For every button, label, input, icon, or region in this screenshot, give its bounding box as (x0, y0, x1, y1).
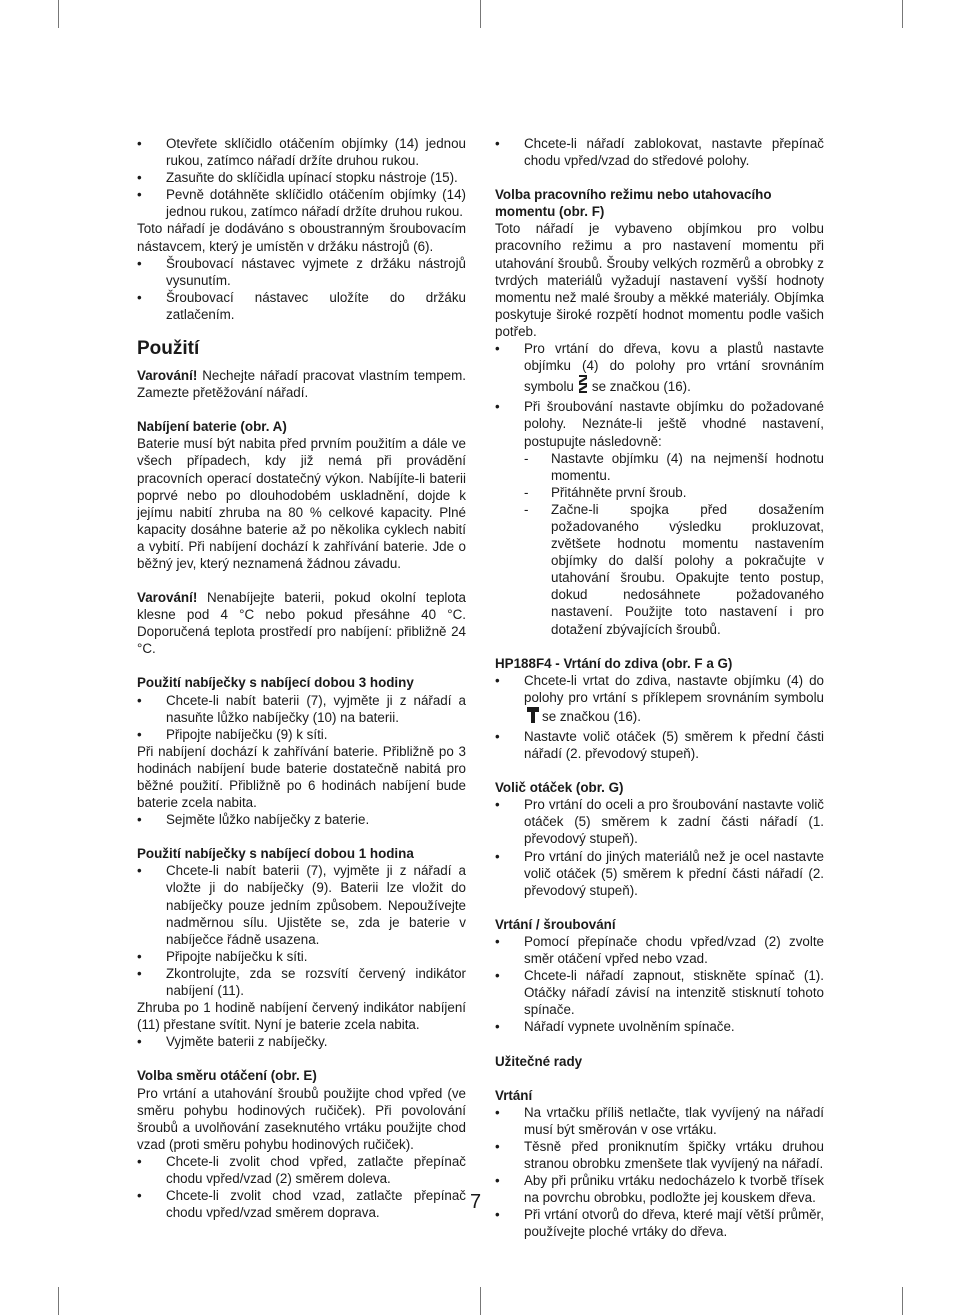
heading-speed: Volič otáček (obr. G) (495, 780, 624, 796)
heading-charging: Nabíjení baterie (obr. A) (137, 419, 287, 435)
list-item: • Chcete-li nabít baterii (7), vyjměte ji z nářadí a nasuňte lůžko nabíječky (10) na baterii. (137, 692, 466, 726)
crop-mark (902, 0, 903, 28)
paragraph: Toto nářadí je dodáváno s oboustranným šroubovacím nástavcem, který je umístěn v držáku nástrojů (6). (137, 221, 466, 254)
dash-item: - Začne-li spojka před dosažením požadovaného výsledku prokluzovat, zvětšete hodnotu momentu nastavením objímky do další polohy a pokračujte v utahování šroubu. Opakujte tento postup, dokud nedosáhnete požadovaného nastavení. Použijte toto nastavení i pro dotažení zbývajících šroubů. (495, 501, 824, 638)
list-item: • Pro vrtání do jiných materiálů než je ocel nastavte volič otáček (5) směrem k přední části nářadí (2. převodový stupeň). (495, 848, 824, 899)
list-item: • Pro vrtání do oceli a pro šroubování nastavte volič otáček (5) směrem k zadní části nářadí (1. převodový stupeň). (495, 796, 824, 847)
list-item: • Těsně před proniknutím špičky vrtáku druhou stranou obrobku zmenšete tlak vyvíjený na nářadí. (495, 1138, 824, 1172)
list-item: • Připojte nabíječku k síti. (137, 948, 466, 965)
list-item: • Chcete-li nářadí zapnout, stiskněte spínač (1). Otáčky nářadí závisí na intenzitě stisknutí tohoto spínače. (495, 967, 824, 1018)
paragraph: Pro vrtání a utahování šroubů použijte chod vpřed (ve směru pohybu hodinových ručiček). Při povolování šroubů a uvolňování zaseknutého vrtáku použijte chod vzad (proti směru pohybu hodinových ručiček). (137, 1085, 466, 1152)
list-item-text: Chcete-li vrtat do zdiva, nastavte objímku (4) do polohy pro vrtání s příklepem srovnáním symbolu (524, 672, 824, 705)
list-item: • Chcete-li nářadí zablokovat, nastavte přepínač chodu vpřed/vzad do středové polohy. (495, 135, 824, 169)
crop-mark (480, 1287, 481, 1315)
list-item: • Připojte nabíječku (9) k síti. (137, 726, 466, 743)
hammer-icon (527, 706, 539, 728)
page-number: 7 (470, 1191, 482, 1213)
dash-item: - Nastavte objímku (4) na nejmenší hodnotu momentu. (495, 450, 824, 484)
warning-label: Varování! (137, 368, 198, 384)
list-item: • Nastavte volič otáček (5) směrem k přední části nářadí (2. převodový stupeň). (495, 728, 824, 762)
list-item: • Chcete-li nabít baterii (7), vyjměte ji z nářadí a vložte ji do nabíječky (9). Baterii lze vložit do nabíječky pouze jedním způsobem. Nepoužívejte nadměrnou sílu. Ujistěte se, zda je baterie v nabíječce řádně usazena. (137, 862, 466, 947)
right-column (495, 135, 824, 1240)
list-item: • Chcete-li zvolit chod vzad, zatlačte přepínač chodu vpřed/vzad směrem doprava. (137, 1187, 466, 1221)
list-item: • Při šroubování nastavte objímku do požadované polohy. Neznáte-li ještě vhodné nastavení, postupujte následovně: (495, 398, 824, 449)
heading-drilling-tips: Vrtání (495, 1087, 533, 1103)
list-item: • Chcete-li zvolit chod vpřed, zatlačte přepínač chodu vpřed/vzad (2) směrem doleva. (137, 1153, 466, 1187)
crop-mark (58, 1287, 59, 1315)
crop-mark (902, 1287, 903, 1315)
paragraph: Při nabíjení dochází k zahřívání baterie. Přibližně po 3 hodinách nabíjení bude baterie dostatečně nabitá pro běžné použití. Přibližně po 6 hodinách nabíjení bude baterie zcela nabita. (137, 743, 466, 811)
list-item-text: Pro vrtání do dřeva, kovu a plastů nastavte objímku (4) do polohy pro vrtání srovnáním symbolu (524, 341, 824, 395)
list-item: • Pomocí přepínače chodu vpřed/vzad (2) zvolte směr otáčení vpřed nebo vzad. (495, 933, 824, 967)
list-item: • Aby při průniku vrtáku nedocházelo k tvorbě třísek na povrchu obrobku, podložte jej kouskem dřeva. (495, 1172, 824, 1206)
heading-tips: Užitečné rady (495, 1053, 583, 1069)
paragraph: Toto nářadí je vybaveno objímkou pro volbu pracovního režimu a pro nastavení momentu při utahování šroubů. Šrouby velkých rozměrů a obrobky z tvrdých materiálů vyžadují nastavení vyšší hodnoty momentu než malé šrouby a měkké materiály. Objímka poskytuje široké rozpětí hodnot momentu podle vašich potřeb. (495, 221, 824, 339)
list-item: • Při vrtání otvorů do dřeva, které mají větší průměr, používejte ploché vrtáky do dřeva. (495, 1206, 824, 1240)
drill-bit-icon (577, 374, 589, 398)
heading-charger-3h: Použití nabíječky s nabíjecí dobou 3 hodiny (137, 675, 414, 691)
dash-item: - Přitáhněte první šroub. (495, 484, 824, 501)
list-item: • Zkontrolujte, zda se rozsvítí červený indikátor nabíjení (11). (137, 965, 466, 999)
heading-mode: Volba pracovního režimu nebo utahovacího momentu (obr. F) (495, 187, 772, 220)
crop-mark (480, 0, 481, 28)
list-item: • Zasuňte do sklíčidla upínací stopku nástroje (15). (137, 169, 466, 186)
warning-paragraph (137, 589, 466, 657)
list-item (495, 340, 824, 398)
paragraph: Zhruba po 1 hodině nabíjení červený indikátor nabíjení (11) přestane svítit. Nyní je baterie zcela nabita. (137, 1000, 466, 1033)
list-item (495, 672, 824, 728)
heading-drilling: Vrtání / šroubování (495, 916, 616, 932)
warning-text: Nechejte nářadí pracovat vlastním tempem. Zamezte přetěžování nářadí. (137, 368, 466, 401)
list-item: • Pevně dotáhněte sklíčidlo otáčením objímky (14) jednou rukou, zatímco nářadí držíte druhou rukou. (137, 186, 466, 220)
section-title-use: Použití (137, 338, 200, 360)
heading-masonry: HP188F4 - Vrtání do zdiva (obr. F a G) (495, 655, 733, 671)
list-item: • Nářadí vypnete uvolněním spínače. (495, 1018, 824, 1035)
list-item: • Sejměte lůžko nabíječky z baterie. (137, 811, 466, 828)
heading-charger-1h: Použití nabíječky s nabíjecí dobou 1 hodina (137, 846, 414, 862)
list-item-text: se značkou (16). (542, 708, 641, 724)
warning-label: Varování! (137, 590, 198, 606)
list-item: • Otevřete sklíčidlo otáčením objímky (14) jednou rukou, zatímco nářadí držíte druhou rukou. (137, 135, 466, 169)
warning-text: Nenabíjejte baterii, pokud okolní teplota klesne pod 4 °C nebo pokud přesáhne 40 °C. Doporučená teplota prostředí pro nabíjení: přibližně 24 °C. (137, 590, 466, 657)
paragraph: Baterie musí být nabita před prvním použitím a dále ve všech případech, kdy již nemá při provádění pracovních operací dostatečný výkon. Nabíjíte-li baterii poprvé nebo po dlouhodobém uskladnění, dojde k jejímu nabití zhruba na 80 % celkové kapacity. Plné kapacity dosáhne baterie až po několika cyklech nabití a vybití. Při nabíjení dochází k zahřívání baterie. Jde o běžný jev, který neznamená žádnou závadu. (137, 436, 466, 571)
list-item: • Na vrtačku příliš netlačte, tlak vyvíjený na nářadí musí být směrován v ose vrtáku. (495, 1104, 824, 1138)
list-item: • Vyjměte baterii z nabíječky. (137, 1033, 466, 1050)
crop-mark (58, 0, 59, 28)
list-item-text: se značkou (16). (591, 379, 691, 395)
left-column (137, 135, 466, 1221)
warning-paragraph (137, 367, 466, 401)
list-item: • Šroubovací nástavec uložíte do držáku zatlačením. (137, 289, 466, 323)
list-item: • Šroubovací nástavec vyjmete z držáku nástrojů vysunutím. (137, 255, 466, 289)
heading-direction: Volba směru otáčení (obr. E) (137, 1068, 317, 1084)
